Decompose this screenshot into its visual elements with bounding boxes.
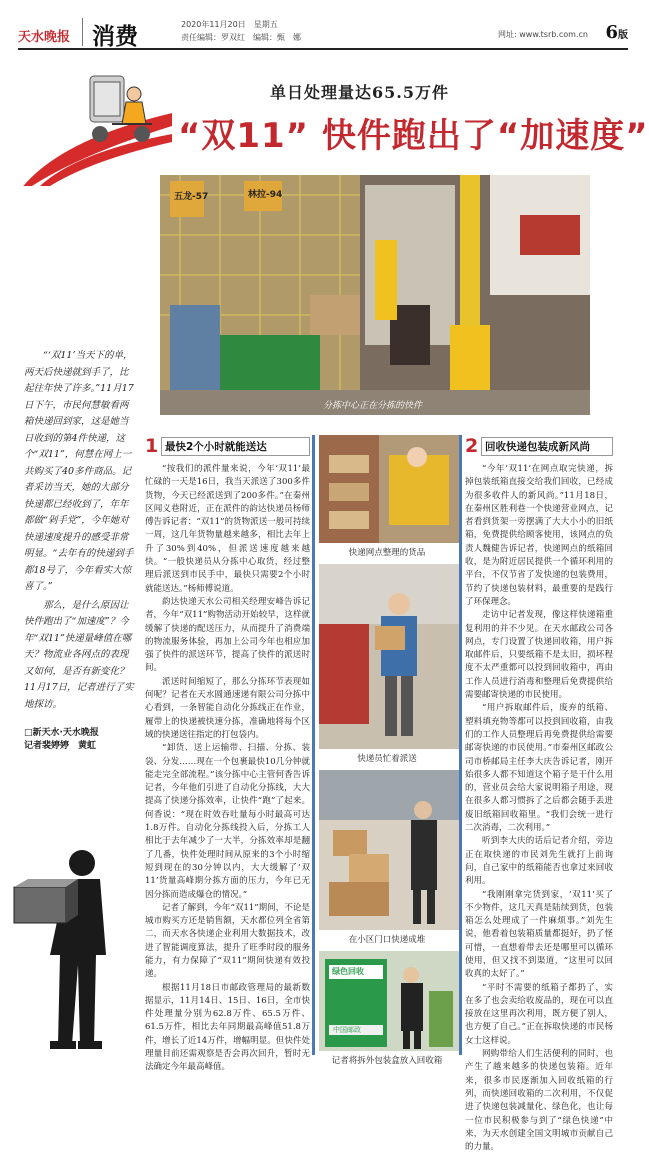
- body-paragraph: 听到李大庆的话后记者介绍，旁边正在取快递的市民刘先生就打上前询问，自己家中的纸箱能否也拿过来回收利用。: [465, 836, 613, 887]
- intro-paragraph: 那么，是什么原因让快件跑出了“加速度”？今年“双11”快递量峰值在哪天？物流业各网点的表现又如何，是否有新变化？11月17日，记者进行了实地探访。: [24, 599, 134, 710]
- body-paragraph: “按我们的派件量来说，今年‘双11’最忙碌的一天是16日，我当天派送了300多件货物，今天已经派送到了200多件。”在秦州区闻义巷附近，正在派件的韵达快递员杨师傅告诉记者：“双11”的货物派送一般可持续一周，这几年货物量越来越多，相比去年上升了30%到40%，但派送速度越来越快。“一般快递员从分拣中心取货，经过整理后派送到市民手中，最快只需要2个小时就能送达。”杨师傅说道。: [145, 464, 310, 594]
- main-photo-caption: 分拣中心正在分拣的快件: [323, 401, 423, 411]
- issue-date: 2020年11月20日 星期五: [181, 20, 278, 29]
- photo-caption: 记者将拆外包装盒放入回收箱: [331, 1056, 443, 1066]
- section-number: 1: [145, 435, 159, 457]
- editors-line: 责任编辑：罗双红 编辑：甄 娜: [181, 33, 301, 42]
- section-number: 2: [465, 435, 479, 457]
- headline: “双11” 快件跑出了“加速度”: [178, 116, 649, 156]
- body-paragraph: “平时不需要的纸箱子都扔了，实在多了也会卖给收废品的，现在可以直接放在这里再次利用，既方便了别人，也方便了自己。”正在拆取快递的市民杨女士这样说。: [465, 982, 613, 1046]
- body-paragraph: 走访中记者发现，像这样快递箱重复利用的并不少见。在天水邮政公司各网点，专门设置了快递回收箱，用户拆取邮件后，只要纸箱不是太旧，损坏程度不太严重都可以投到回收箱中，再由工作人员进行消毒和整理后免费提供给需要邮寄快递的市民使用。: [465, 610, 613, 701]
- body-paragraph: “我刚刚拿完货到家，‘双11’买了不少物件，这几天真是陆续到货，包装箱怎么处理成了一件麻烦事。”刘先生说，他看着包装箱质量都挺好，扔了怪可惜，一直想着带去还是哪里可以循环使用，但又找不到渠道，“这里可以回收真的太好了。”: [465, 889, 613, 980]
- delivery-illustration: [22, 68, 172, 186]
- section-1-header: [145, 435, 310, 457]
- section-2-header: [465, 435, 613, 457]
- sorting-center-photo: [160, 175, 590, 415]
- paper-name: 天水晚报: [18, 30, 71, 45]
- photo-parcels-gate: [319, 770, 459, 930]
- masthead-divider: [82, 18, 83, 46]
- recycle-box-sign: 绿色回收: [332, 967, 364, 976]
- body-paragraph: “今年‘双11’在网点取完快递，拆掉包装纸箱直接交给我们回收，已经成为很多收件人的新风尚。”11月18日，在秦州区胜利巷一个快递营业网点，记者看到货架一旁摆满了大大小小的旧纸箱，免费提供给顾客使用，该网点的负责人魏健告诉记者，快递网点的纸箱回收，是为附近居民提供一个循环利用的平台，不仅节省了发快递的包装费用，节约了快递包装材料，最重要的是践行了环保理念。: [465, 464, 613, 607]
- section-name: 消费: [92, 23, 138, 50]
- body-paragraph: 韵达快递天水公司相关经理安峰告诉记者，今年“双11”购物活动开始较早，这样就缓解了快递的配送压力，从而提升了消费端的物流服务体验，再加上公司今年也相应加强了快件的派送环节，提高了快件的派送时间。: [145, 596, 310, 674]
- photo-caption: 在小区门口快递成堆: [348, 935, 426, 945]
- body-paragraph: 派送时间缩短了，那么分拣环节表现如何呢？记者在天水圆通速递有限公司分拣中心看到，一条智能自动化分拣线正在作业，履带上的快递被快速分拣，准确地将每个区域的快递送往指定的打包袋内。: [145, 676, 310, 740]
- body-paragraph: 网购带给人们生活便利的同时，也产生了越来越多的快递包装箱。近年来，很多市民逐渐加入回收纸箱的行列，而快递回收箱的二次利用，不仅促进了快递包装减量化、绿色化，也让每一位市民积极参与到了“绿色快递”中来，为天水创建全国文明城市贡献自己的力量。: [465, 1049, 613, 1153]
- photo-caption: 快递网点整理的货品: [348, 548, 426, 558]
- recycle-box-brand: 中国邮政: [333, 1026, 361, 1034]
- photo-parcels-gate-art: [319, 770, 459, 930]
- page-number-suffix: 版: [618, 30, 628, 41]
- page-number: [605, 22, 628, 43]
- photo-sign-right: 林拉-94: [248, 190, 283, 200]
- intro-sidebar: [24, 348, 136, 751]
- photo-courier-delivering: [319, 564, 459, 749]
- body-paragraph: 记者了解到，今年“双11”期间，不论是城市购买方还是销售额，天水都位列全省第二，而天水各快递企业利用大数据技术，改进了智能调度算法，提升了旺季时段的服务能力，有力保障了“双11”期间快递有效投递。: [145, 902, 310, 980]
- photo-network-goods: [319, 435, 459, 543]
- website-url: 网址: www.tsrb.com.cn: [498, 30, 588, 39]
- section-title: 回收快递包装成新风尚: [481, 437, 613, 456]
- byline-reporters: 记者裴婷婷 黄虹: [24, 741, 97, 751]
- body-paragraph: “卸货、送上运输带、扫描、分拣、装袋、分发……现在一个包裹最快10几分钟就能走完全部流程。”该分拣中心主管何香告诉记者，今年他们引进了自动化分拣线，大大提高了快递分拣效率，让快件“跑”了起来。何香说：“现在时效吞吐量每小时最高可达1.8万件。自动化分拣线投入后，分拣工人相比于去年减少了一大半，分拣效率却是翻了几番，快件处理时间从原来的3个小时缩短到现在的30分钟以内，大大缓解了‘双11’货量高峰期分拣方面的压力，今年已无因分拣而造成爆仓的情况。”: [145, 743, 310, 900]
- photo-sign-left: 五龙-57: [174, 192, 209, 202]
- masthead: [18, 16, 628, 50]
- photo-network-goods-art: [319, 435, 459, 543]
- courier-silhouette: [10, 845, 120, 1065]
- intro-paragraph: “‘双11’当天下的单，两天后快递就到手了，比起往年快了许多。”11月17日下午，市民何慧敏看两箱快递回到家，这是她当日收到的第4件快递，这个“双11”，何慧在网上一共购买了40多件商品。记者采访当天，她的大部分快递都已经收到了，年年都做“剁手党”，今年她对快递速度提升的感受非常明显。“去年有的快递到手都18号了，今年看实大惊喜了。”: [24, 350, 134, 592]
- photo-recycle-box: [319, 951, 459, 1051]
- body-paragraph: “用户拆取邮件后，废弃的纸箱、塑料填充物等都可以投到回收箱，由我们的工作人员整理后再免费提供给需要邮寄快递的市民使用。”市秦州区邮政公司市桥邮局主任李大庆告诉记者，刚开始很多人都不知道这个箱子是干什么用的，营业员会给大家说明箱子用途，现在很多人都习惯拆了之后都会随手丢进废旧纸箱回收箱里。“我们会统一进行二次消毒，二次利用。”: [465, 703, 613, 834]
- section-title: 最快2个小时就能送达: [161, 437, 310, 456]
- sorting-center-photo-art: [160, 175, 590, 415]
- page-number-value: 6: [605, 22, 618, 43]
- body-paragraph: 根据11月18日市邮政管理局的最新数据显示，11月14日、15日、16日，全市快件处理量分别为62.8万件、65.5万件、61.5万件，相比去年同期最高峰值51.8万件，增长了近14万件，增幅明显。但快件处理量目前还需观察是否会再次回升，暂时无法确定今年最高峰值。: [145, 982, 310, 1073]
- photo-courier-delivering-art: [319, 564, 459, 749]
- section-1: [145, 435, 310, 1075]
- photo-strip: [312, 435, 462, 1066]
- photo-caption: 快递员忙着派送: [357, 754, 417, 764]
- subheadline: 单日处理量达65.5万件: [270, 83, 449, 102]
- section-2: [465, 435, 613, 1154]
- byline-source: □新天水·天水晚报: [24, 728, 99, 738]
